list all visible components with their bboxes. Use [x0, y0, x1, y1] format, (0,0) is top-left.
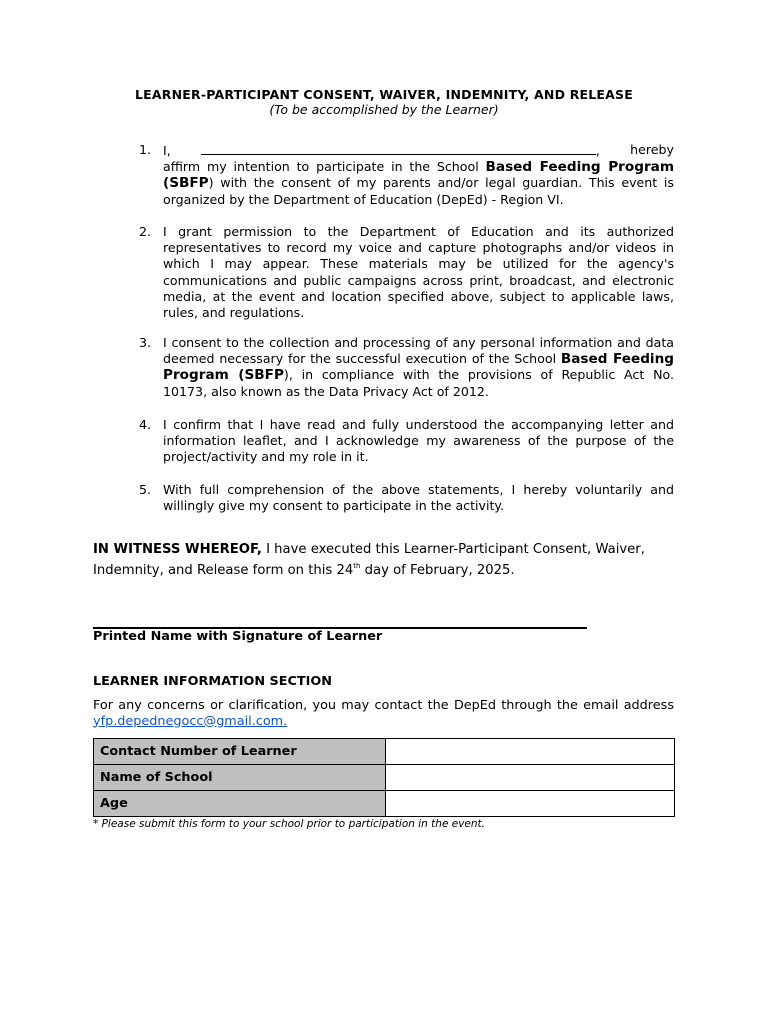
witness-text: day of February, 2025.	[360, 563, 515, 578]
table-row	[94, 739, 675, 765]
day-suffix: th	[353, 562, 361, 570]
signature-label: Printed Name with Signature of Learner	[93, 629, 383, 644]
item-number: 5.	[139, 482, 152, 497]
item-text: ,	[595, 143, 600, 158]
item-text: ), in compliance with the provisions of Republic Act No. 10173, also known as the Data Privacy Act of 2012.	[163, 367, 674, 399]
age-field[interactable]	[386, 791, 675, 817]
table-row	[94, 765, 675, 791]
witness-statement	[93, 541, 674, 579]
item-number: 3.	[139, 335, 152, 350]
form-title: LEARNER-PARTICIPANT CONSENT, WAIVER, INDEMNITY, AND RELEASE	[135, 87, 633, 102]
witness-heading: IN WITNESS WHEREOF,	[93, 542, 262, 557]
consent-item-4: I confirm that I have read and fully understood the accompanying letter and information leaflet, and I acknowledge my awareness of the purpose of the project/activity and my role in it.	[163, 417, 674, 465]
email-link[interactable]: yfp.depednegocc@gmail.com.	[93, 713, 288, 729]
item-text: I,	[163, 143, 171, 158]
item-text: hereby	[630, 142, 674, 157]
contact-number-field[interactable]	[386, 739, 675, 765]
school-name-label: Name of School	[94, 765, 386, 791]
footnote: * Please submit this form to your school prior to participation in the event.	[93, 818, 485, 830]
contact-paragraph	[93, 698, 674, 729]
consent-item-3	[163, 335, 674, 400]
contact-number-label: Contact Number of Learner	[94, 739, 386, 765]
consent-item-5: With full comprehension of the above statements, I hereby voluntarily and willingly give my consent to participate in the activity.	[163, 482, 674, 514]
program-name: Based Feeding Program (SBFP	[163, 159, 675, 192]
consent-item-1	[163, 142, 674, 208]
learner-info-title: LEARNER INFORMATION SECTION	[93, 674, 332, 689]
item-text: I consent to the collection and processing of any personal information and data deemed necessary for the successful execution of the School	[163, 335, 674, 367]
item-number: 1.	[139, 142, 152, 157]
program-name: Based Feeding Program (SBFP	[163, 351, 674, 384]
learner-name-blank[interactable]	[201, 142, 596, 155]
item-number: 2.	[139, 224, 152, 239]
witness-text: I have executed this Learner-Participant Consent, Waiver, Indemnity, and Release form on this 24	[93, 542, 645, 578]
age-label: Age	[94, 791, 386, 817]
consent-item-2: I grant permission to the Department of Education and its authorized representatives to record my voice and capture photographs and/or videos in which I may appear. These materials may be utilized for the agency's communications and public campaigns across print, broadcast, and electronic media, at the event and location specified above, subject to applicable laws, rules, and regulations.	[163, 224, 674, 321]
learner-info-table	[93, 738, 675, 817]
form-subtitle: (To be accomplished by the Learner)	[269, 102, 499, 117]
school-name-field[interactable]	[386, 765, 675, 791]
item-text: affirm my intention to participate in the School	[163, 159, 486, 175]
table-row	[94, 791, 675, 817]
item-number: 4.	[139, 417, 152, 432]
item-text: ) with the consent of my parents and/or legal guardian. This event is organized by the Department of Education (DepEd) - Region VI.	[163, 175, 674, 207]
contact-text: For any concerns or clarification, you may contact the DepEd through the email address	[93, 698, 674, 713]
